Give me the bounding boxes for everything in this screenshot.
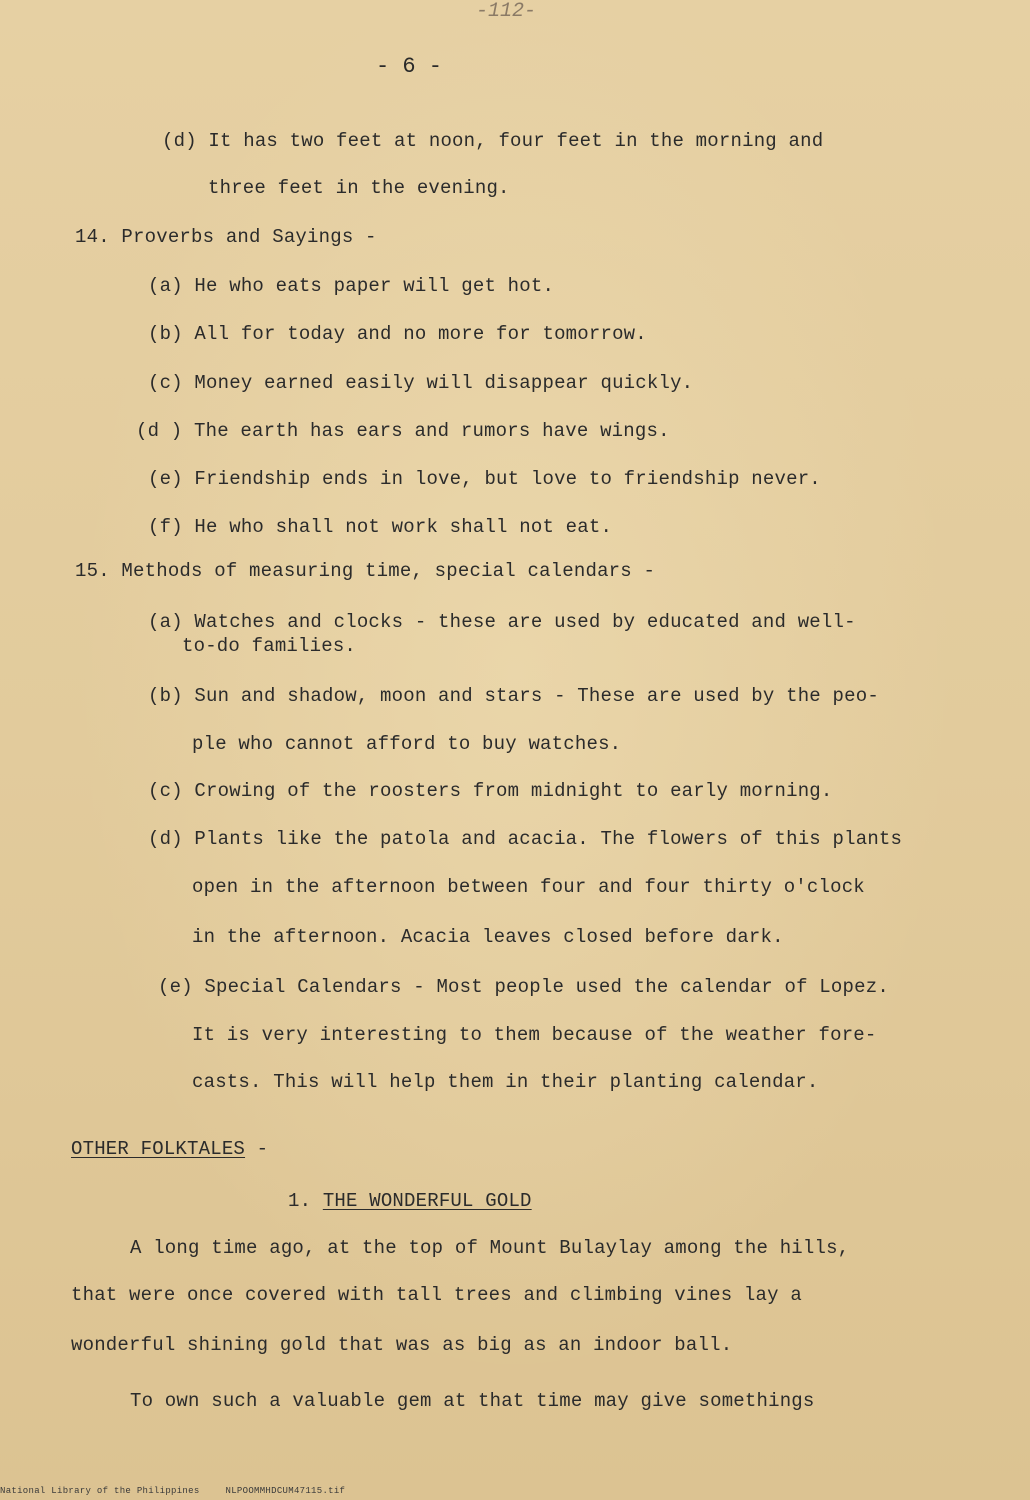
time-method-a-line-2: to-do families. [182, 635, 357, 657]
proverb-c: (c) Money earned easily will disappear quickly. [148, 372, 694, 394]
other-folktales-heading [71, 1138, 268, 1160]
footer-library-name: National Library of the Philippines [0, 1486, 200, 1496]
story-paragraph-line-1: A long time ago, at the top of Mount Bulaylay among the hills, [130, 1237, 850, 1259]
time-method-e-line-1: (e) Special Calendars - Most people used the calendar of Lopez. [158, 976, 889, 998]
time-methods-heading: 15. Methods of measuring time, special calendars - [75, 560, 656, 582]
story-paragraph-line-4: To own such a valuable gem at that time may give somethings [130, 1390, 815, 1412]
time-method-e-line-3: casts. This will help them in their planting calendar. [192, 1071, 819, 1093]
story-number: 1. [288, 1190, 323, 1212]
time-method-e-line-2: It is very interesting to them because of the weather fore- [192, 1024, 877, 1046]
time-method-a-line-1: (a) Watches and clocks - these are used by educated and well- [148, 611, 856, 633]
story-title [288, 1190, 532, 1212]
proverb-e: (e) Friendship ends in love, but love to friendship never. [148, 468, 821, 490]
time-method-d-line-1: (d) Plants like the patola and acacia. The flowers of this plants [148, 828, 903, 850]
scan-footer [0, 1486, 345, 1496]
time-method-b-line-2: ple who cannot afford to buy watches. [192, 733, 622, 755]
proverbs-heading: 14. Proverbs and Sayings - [75, 226, 377, 248]
riddle-d-line-2: three feet in the evening. [208, 177, 510, 199]
time-method-b-line-1: (b) Sun and shadow, moon and stars - These are used by the peo- [148, 685, 879, 707]
story-paragraph-line-2: that were once covered with tall trees and climbing vines lay a [71, 1284, 802, 1306]
time-method-c: (c) Crowing of the roosters from midnight to early morning. [148, 780, 833, 802]
riddle-d-line-1: (d) It has two feet at noon, four feet in the morning and [162, 130, 824, 152]
other-folktales-heading-text: OTHER FOLKTALES [71, 1138, 246, 1160]
time-method-d-line-3: in the afternoon. Acacia leaves closed before dark. [192, 926, 784, 948]
proverb-d: (d ) The earth has ears and rumors have wings. [136, 420, 670, 442]
story-title-text: THE WONDERFUL GOLD [322, 1190, 532, 1212]
story-paragraph-line-3: wonderful shining gold that was as big as an indoor ball. [71, 1334, 733, 1356]
page-number: - 6 - [376, 54, 443, 79]
proverb-b: (b) All for today and no more for tomorrow. [148, 323, 647, 345]
proverb-f: (f) He who shall not work shall not eat. [148, 516, 613, 538]
handwritten-page-mark: -112- [476, 0, 537, 23]
footer-file-name: NLPOOMMHDCUM47115.tif [225, 1486, 346, 1496]
proverb-a: (a) He who eats paper will get hot. [148, 275, 555, 297]
other-folktales-heading-dash: - [245, 1138, 269, 1160]
time-method-d-line-2: open in the afternoon between four and four thirty o'clock [192, 876, 865, 898]
